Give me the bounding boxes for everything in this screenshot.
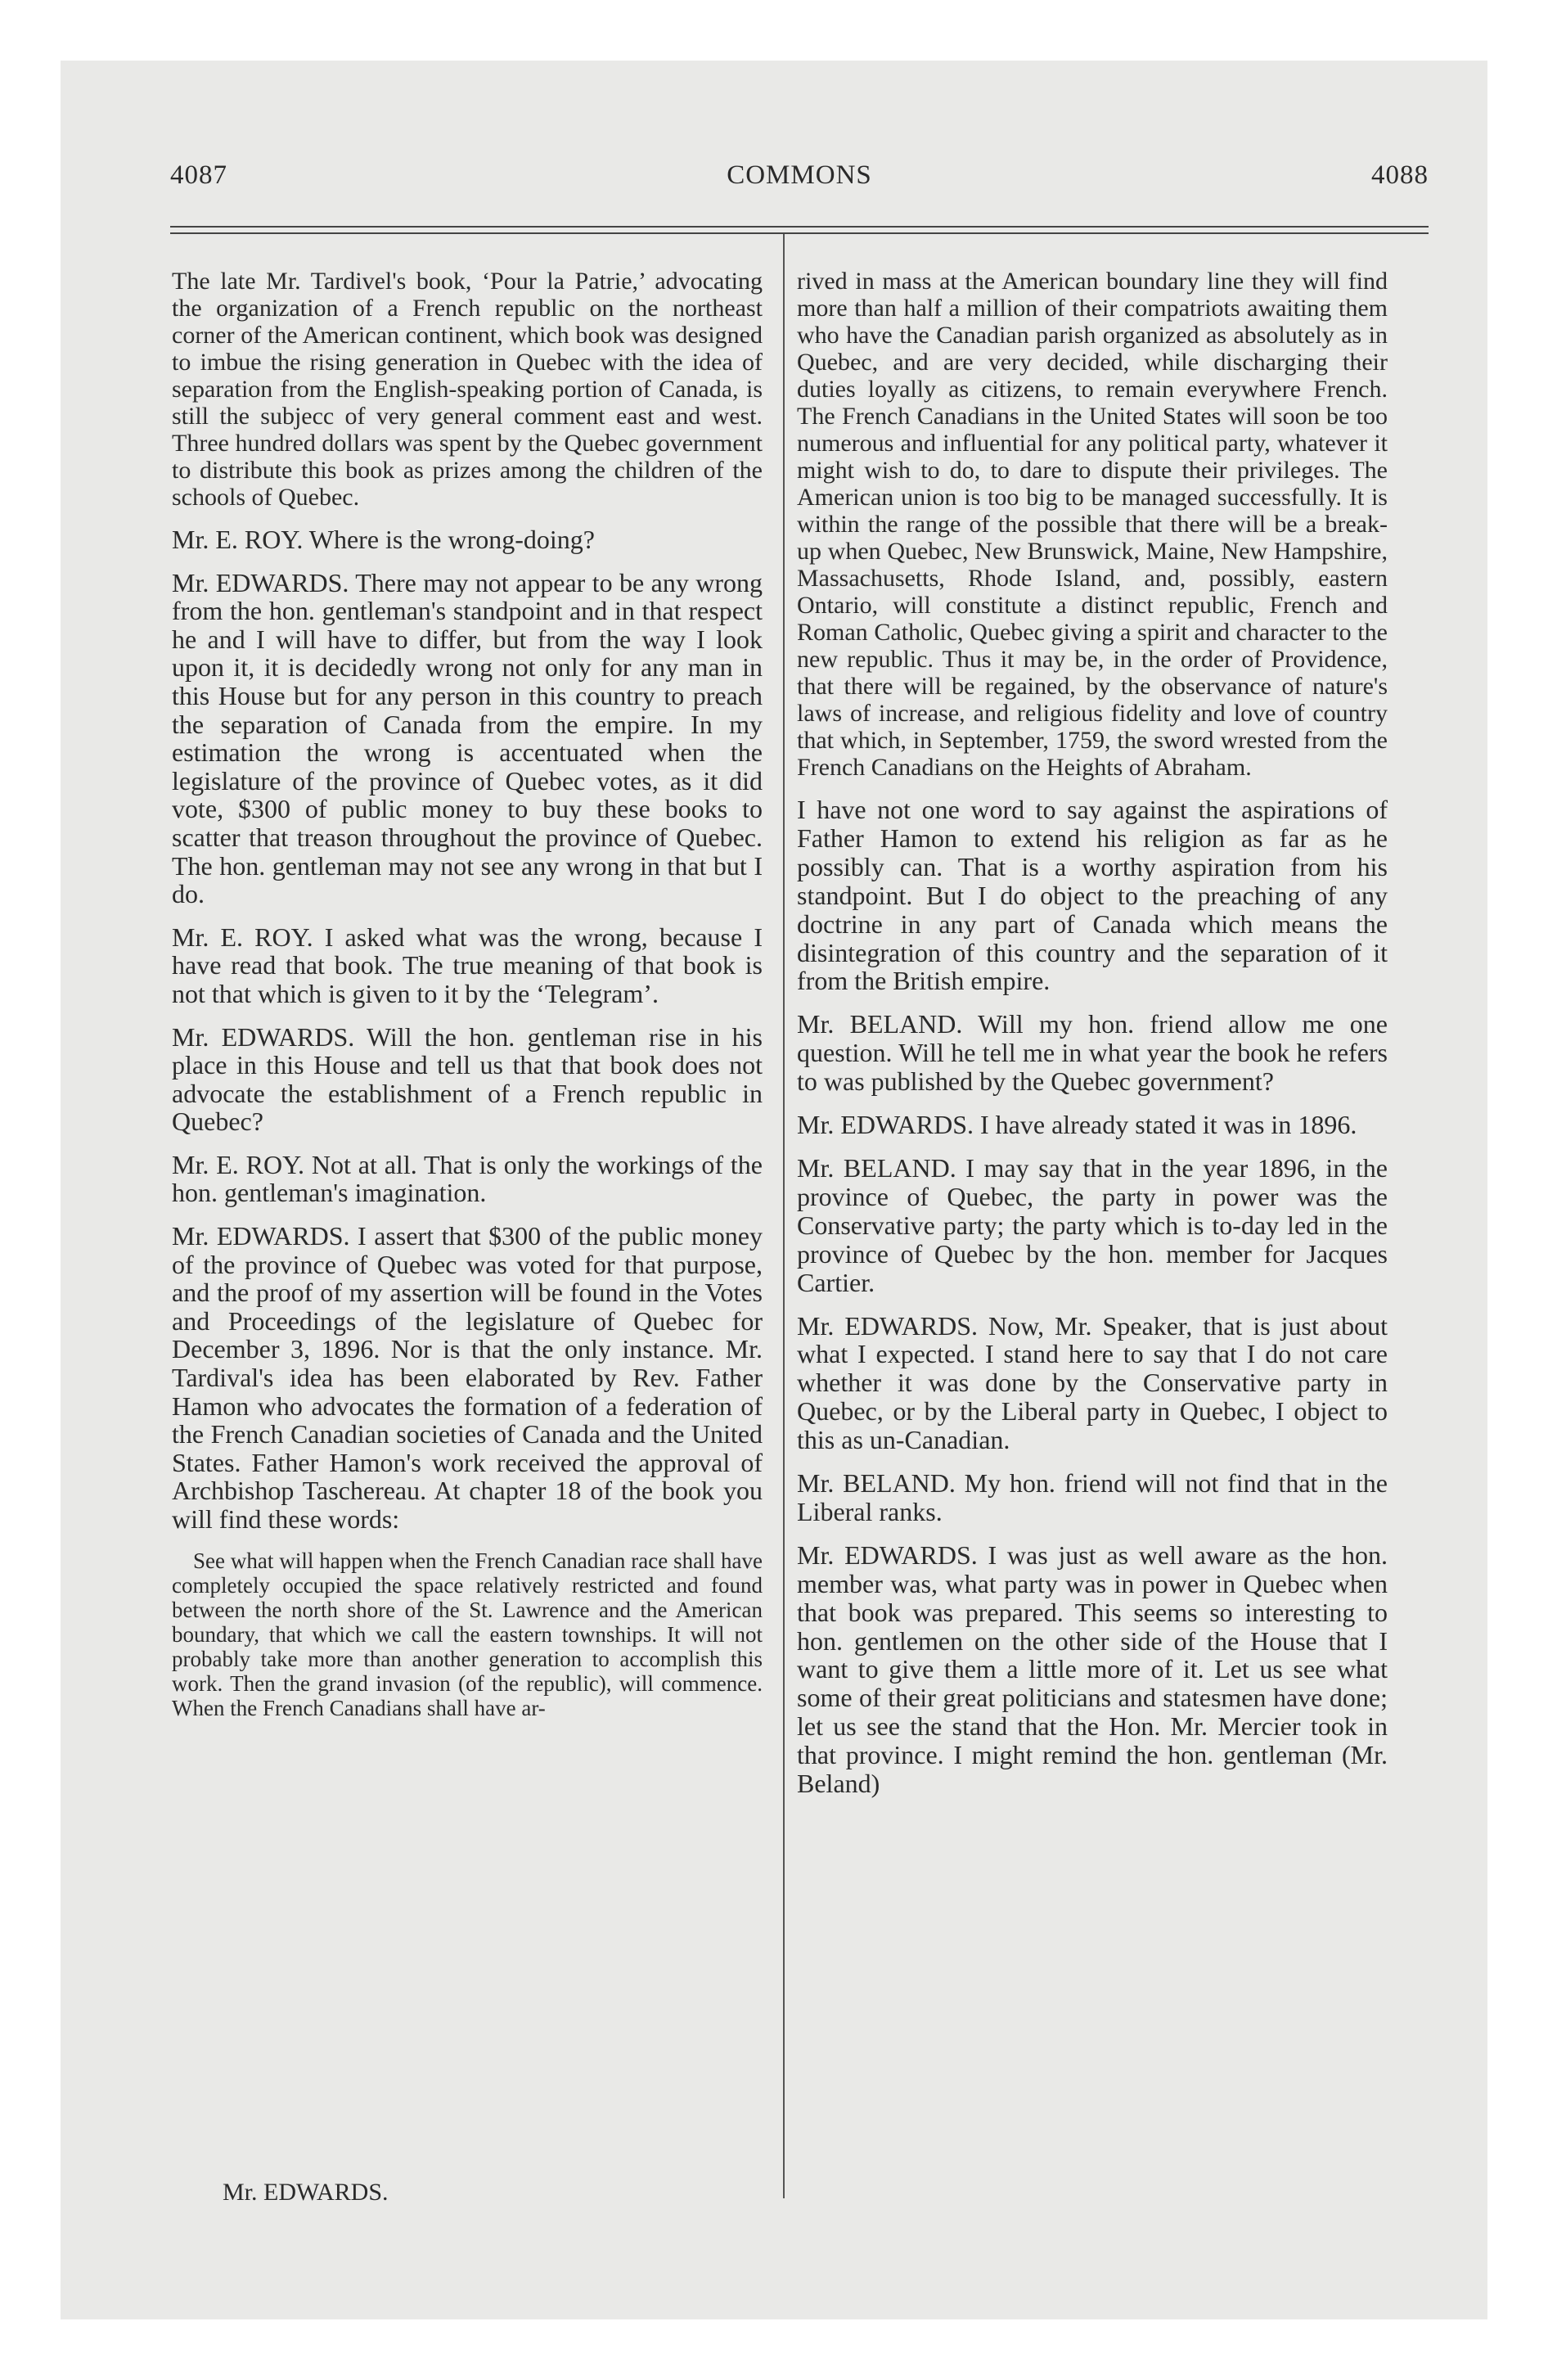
paragraph: The late Mr. Tardivel's book, ‘Pour la Patrie,’ advocating the organization of a French republic on the northeast corner of the American continent, which book was designed to imbue the rising generation in Quebec with the idea of separation from the English-speaking portion of Canada, is still the subjecc of very general comment east and west. Three hundred dollars was spent by the Quebec government to distribute this book as prizes among the children of the schools of Quebec.: [172, 268, 763, 511]
paragraph: Mr. EDWARDS. I was just as well aware as the hon. member was, what party was in power in Quebec when that book was prepared. This seems so interesting to hon. gentlemen on the other side of the House that I want to give them a little more of it. Let us see what some of their great politicians and statesmen have done; let us see the stand that the Hon. Mr. Mercier took in that province. I might remind the hon. gentleman (Mr. Beland): [797, 1539, 1388, 1799]
paragraph: Mr. BELAND. Will my hon. friend allow me one question. Will he tell me in what year the book he refers to was published by the Quebec government?: [797, 1009, 1388, 1097]
left-column: [172, 268, 763, 1725]
header-rule-top: [170, 226, 1429, 228]
page-title: COMMONS: [727, 160, 872, 190]
paragraph: Mr. EDWARDS. There may not appear to be any wrong from the hon. gentleman's standpoint and in that respect he and I will have to differ, but from the way I look upon it, it is decidedly wrong not only for any man in this House but for any person in this country to preach the separation of Canada from the empire. In my estimation the wrong is accentuated when the legislature of the province of Quebec votes, as it did vote, $300 of public money to buy these books to scatter that treason throughout the province of Quebec. The hon. gentleman may not see any wrong in that but I do.: [172, 567, 763, 909]
page-header: [170, 160, 1429, 200]
header-rule-bottom: [170, 232, 1429, 234]
paragraph: Mr. BELAND. My hon. friend will not find that in the Liberal ranks.: [797, 1468, 1388, 1526]
paragraph: Mr. BELAND. I may say that in the year 1896, in the province of Quebec, the party in power was the Conservative party; the party which is to-day led in the province of Quebec by the hon. member for Jacques Cartier.: [797, 1152, 1388, 1297]
page-number-left: 4087: [170, 160, 227, 190]
paragraph: I have not one word to say against the aspirations of Father Hamon to extend his religion as far as he possibly can. That is a worthy aspiration from his standpoint. But I do object to the preaching of any doctrine in any part of Canada which means the disintegration of this country and the separation of it from the British empire.: [797, 795, 1388, 996]
paragraph: Mr. E. ROY. Not at all. That is only the workings of the hon. gentleman's imagination.: [172, 1149, 763, 1208]
block-quote: See what will happen when the French Canadian race shall have completely occupied the space relatively restricted and found between the north shore of the St. Lawrence and the American boundary, that which we call the eastern townships. It will not probably take more than another generation to accomplish this work. Then the grand invasion (of the republic), will commence. When the French Canadians shall have ar-: [172, 1548, 763, 1720]
page-footer-speaker: Mr. EDWARDS.: [223, 2179, 389, 2206]
paragraph: Mr. EDWARDS. I have already stated it was in 1896.: [797, 1110, 1357, 1140]
column-divider: [783, 234, 785, 2198]
page-number-right: 4088: [1371, 160, 1429, 190]
paragraph: Mr. E. ROY. I asked what was the wrong, because I have read that book. The true meaning of that book is not that which is given to it by the ‘Telegram’.: [172, 922, 763, 1008]
paragraph: rived in mass at the American boundary line they will find more than half a million of their compatriots awaiting them who have the Canadian parish organized as absolutely as in Quebec, and are very decided, while discharging their duties loyally as citizens, to remain everywhere French. The French Canadians in the United States will soon be too numerous and influential for any political party, whatever it might wish to do, to dare to dispute their privileges. The American union is too big to be managed successfully. It is within the range of the possible that there will be a break-up when Quebec, New Brunswick, Maine, New Hampshire, Massachusetts, Rhode Island, and, possibly, eastern Ontario, will constitute a distinct republic, French and Roman Catholic, Quebec giving a spirit and character to the new republic. Thus it may be, in the order of Providence, that there will be regained, by the observance of nature's laws of increase, and religious fidelity and love of country that which, in September, 1759, the sword wrested from the French Canadians on the Heights of Abraham.: [797, 268, 1388, 781]
paragraph: Mr. EDWARDS. Now, Mr. Speaker, that is just about what I expected. I stand here to say that I do not care whether it was done by the Conservative party in Quebec, or by the Liberal party in Quebec, I object to this as un-Canadian.: [797, 1310, 1388, 1455]
right-column: [797, 268, 1388, 1813]
paragraph: Mr. EDWARDS. I assert that $300 of the public money of the province of Quebec was voted for that purpose, and the proof of my assertion will be found in the Votes and Proceedings of the legislature of Quebec for December 3, 1896. Nor is that the only instance. Mr. Tardival's idea has been elaborated by Rev. Father Hamon who advocates the formation of a federation of the French Canadian societies of Canada and the United States. Father Hamon's work received the approval of Archbishop Taschereau. At chapter 18 of the book you will find these words:: [172, 1221, 763, 1534]
paragraph: Mr. E. ROY. Where is the wrong-doing?: [172, 525, 595, 554]
paragraph: Mr. EDWARDS. Will the hon. gentleman rise in his place in this House and tell us that that book does not advocate the establishment of a French republic in Quebec?: [172, 1021, 763, 1137]
